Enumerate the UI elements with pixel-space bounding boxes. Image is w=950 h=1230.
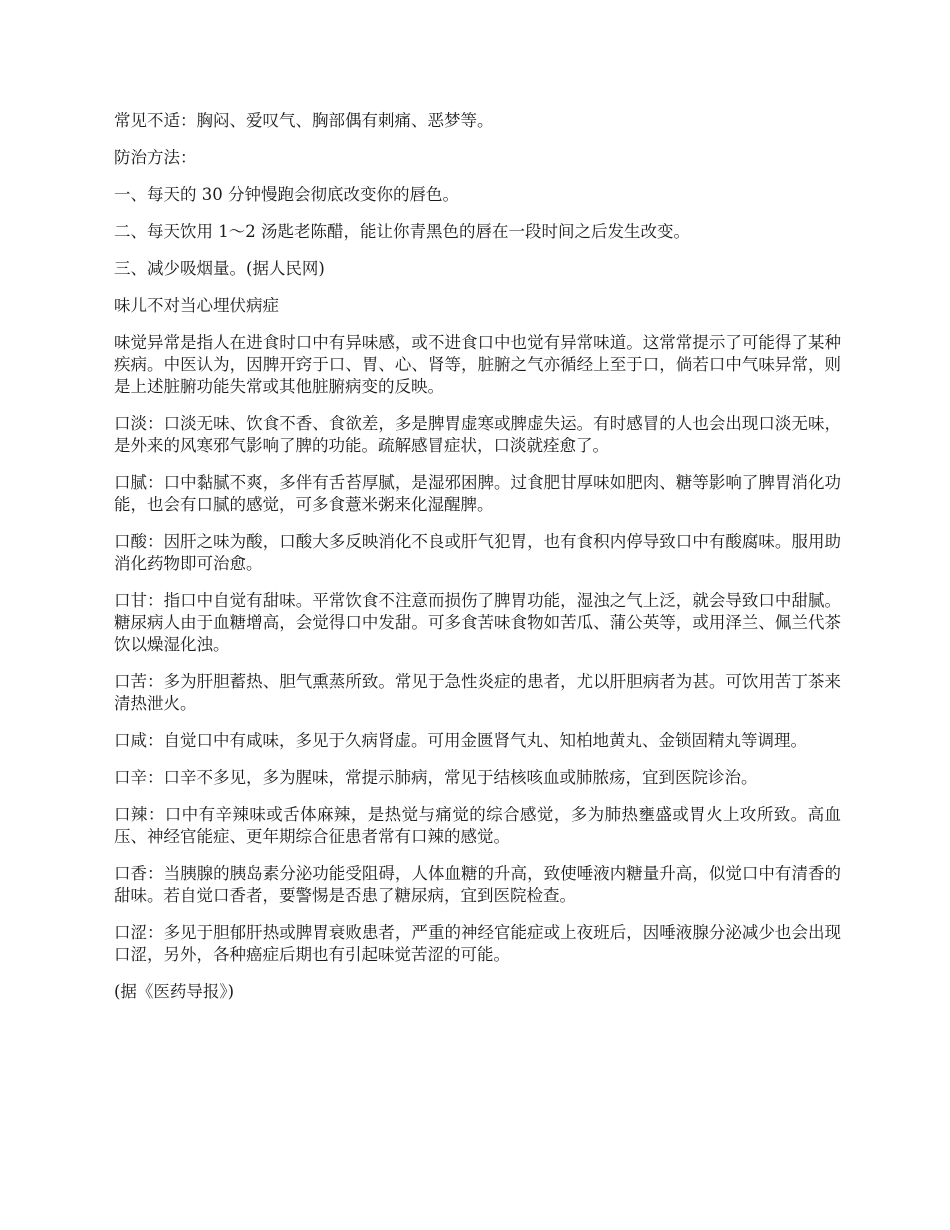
paragraph-sweet-taste: 口甘：指口中自觉有甜味。平常饮食不注意而损伤了脾胃功能，湿浊之气上泛，就会导致口中甜腻。糖尿病人由于血糖增高，会觉得口中发甜。可多食苦味食物如苦瓜、蒲公英等，或用泽兰、佩兰代茶饮以燥湿化浊。 bbox=[114, 591, 841, 654]
paragraph-spicy-taste: 口辣：口中有辛辣味或舌体麻辣，是热觉与痛觉的综合感觉，多为肺热壅盛或胃火上攻所致。高血压、神经官能症、更年期综合征患者常有口辣的感觉。 bbox=[114, 805, 841, 846]
paragraph-fragrant-taste: 口香：当胰腺的胰岛素分泌功能受阻碍，人体血糖的升高，致使唾液内糖量升高，似觉口中有清香的甜味。若自觉口香者，要警惕是否患了糖尿病，宜到医院检查。 bbox=[114, 864, 841, 905]
document-body bbox=[114, 110, 841, 1018]
paragraph-source: (据《医药导报》) bbox=[114, 982, 235, 1001]
paragraph-pungent-taste: 口辛：口辛不多见，多为腥味，常提示肺病，常见于结核咳血或肺脓疡，宜到医院诊治。 bbox=[114, 768, 758, 787]
paragraph-greasy-taste: 口腻：口中黏腻不爽，多伴有舌苔厚腻，是湿邪困脾。过食肥甘厚味如肥肉、糖等影响了脾胃消化功能，也会有口腻的感觉，可多食薏米粥来化湿醒脾。 bbox=[114, 473, 841, 514]
paragraph-taste-intro: 味觉异常是指人在进食时口中有异味感，或不进食口中也觉有异常味道。这常常提示了可能得了某种疾病。中医认为，因脾开窍于口、胃、心、肾等，脏腑之气亦循经上至于口，倘若口中气味异常，则是上述脏腑功能失常或其他脏腑病变的反映。 bbox=[114, 333, 841, 396]
paragraph-tip-2: 二、每天饮用 1～2 汤匙老陈醋，能让你青黑色的唇在一段时间之后发生改变。 bbox=[114, 222, 690, 241]
paragraph-symptoms: 常见不适：胸闷、爱叹气、胸部偶有刺痛、恶梦等。 bbox=[114, 111, 494, 130]
paragraph-prevention-heading: 防治方法： bbox=[114, 148, 197, 167]
paragraph-sour-taste: 口酸：因肝之味为酸，口酸大多反映消化不良或肝气犯胃，也有食积内停导致口中有酸腐味。服用助消化药物即可治愈。 bbox=[114, 532, 841, 573]
section-heading-taste: 味儿不对当心埋伏病症 bbox=[114, 296, 279, 315]
paragraph-bland-taste: 口淡：口淡无味、饮食不香、食欲差，多是脾胃虚寒或脾虚失运。有时感冒的人也会出现口淡无味，是外来的风寒邪气影响了脾的功能。疏解感冒症状，口淡就痊愈了。 bbox=[114, 414, 841, 455]
paragraph-bitter-taste: 口苦：多为肝胆蓄热、胆气熏蒸所致。常见于急性炎症的患者，尤以肝胆病者为甚。可饮用苦丁茶来清热泄火。 bbox=[114, 672, 841, 713]
paragraph-salty-taste: 口咸：自觉口中有咸味，多见于久病肾虚。可用金匮肾气丸、知柏地黄丸、金锁固精丸等调理。 bbox=[114, 731, 807, 750]
paragraph-tip-1: 一、每天的 30 分钟慢跑会彻底改变你的唇色。 bbox=[114, 185, 459, 204]
paragraph-tip-3: 三、减少吸烟量。(据人民网) bbox=[114, 259, 325, 278]
paragraph-astringent-taste: 口涩：多见于胆郁肝热或脾胃衰败患者，严重的神经官能症或上夜班后，因唾液腺分泌减少也会出现口涩，另外，各种癌症后期也有引起味觉苦涩的可能。 bbox=[114, 923, 841, 964]
